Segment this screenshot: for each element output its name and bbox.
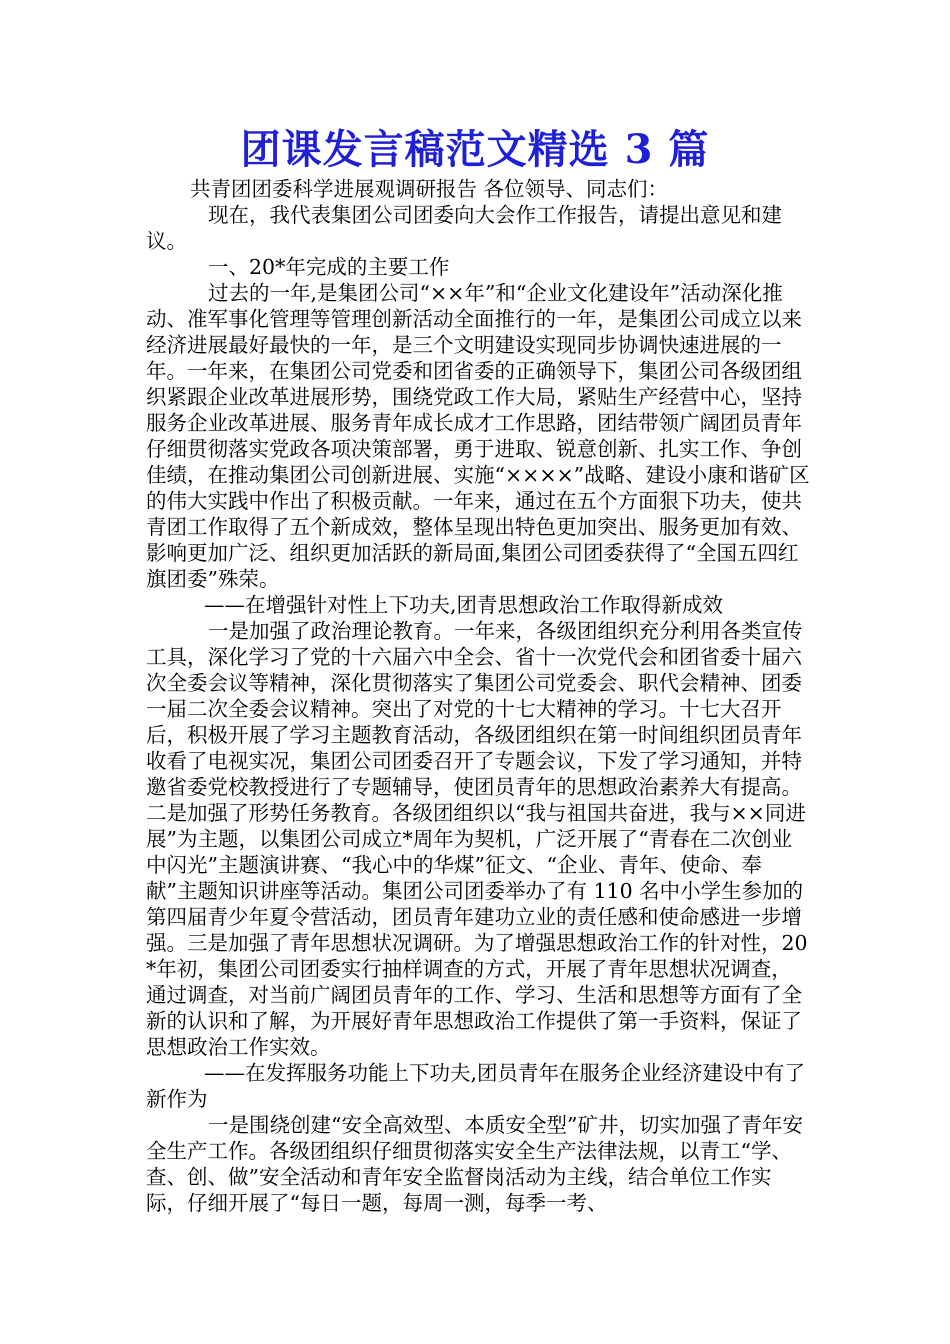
- paragraph-safety-production: 一是围绕创建“安全高效型、本质安全型”矿井，切实加强了青年安全生产工作。各级团组织仔细贯彻落实安全生产法律法规，以青工“学、查、创、做”安全活动和青年安全监督岗活动为主线，结合单位工作实际，仔细开展了“每日一题，每周一测，每季一考、: [146, 1113, 803, 1215]
- section-heading: 一、20*年完成的主要工作: [208, 255, 450, 279]
- paragraph-political-education: 一是加强了政治理论教育。一年来，各级团组织充分利用各类宣传工具，深化学习了党的十六届六中全会、省十一次党代会和团省委十届六次全委会议等精神，深化贯彻落实了集团公司党委会、职代会精神、团委一届二次全委会议精神。突出了对党的十七大精神的学习。十七大召开后，积极开展了学习主题教育活动，各级团组织在第一时间组织团员青年收看了电视实况，集团公司团委召开了专题会议，下发了学习通知，并特邀省委党校教授进行了专题辅导，使团员青年的思想政治素养大有提高。二是加强了形势任务教育。各级团组织以“我与祖国共奋进，我与××同进展”为主题，以集团公司成立*周年为契机，广泛开展了“青春在二次创业中闪光”主题演讲赛、“我心中的华煤”征文、“企业、青年、使命、奉献”主题知识讲座等活动。集团公司团委举办了有 110 名中小学生参加的第四届青少年夏令营活动，团员青年建功立业的责任感和使命感进一步增强。三是加强了青年思想状况调研。为了增强思想政治工作的针对性，20*年初，集团公司团委实行抽样调查的方式，开展了青年思想状况调查，通过调查，对当前广阔团员青年的工作、学习、生活和思想等方面有了全新的认识和了解，为开展好青年思想政治工作提供了第一手资料，保证了思想政治工作实效。: [146, 619, 808, 1059]
- document-body: [146, 176, 810, 1216]
- paragraph-summary: 过去的一年,是集团公司“××年”和“企业文化建设年”活动深化推动、准军事化管理等管理创新活动全面推行的一年，是集团公司成立以来经济进展最好最快的一年，是三个文明建设实现同步协调快速进展的一年。一年来，在集团公司党委和团省委的正确领导下，集团公司各级团组织紧跟企业改革进展形势，围绕党政工作大局，紧贴生产经营中心，坚持服务企业改革进展、服务青年成长成才工作思路，团结带领广阔团员青年仔细贯彻落实党政各项决策部署，勇于进取、锐意创新、扎实工作、争创佳绩，在推动集团公司创新进展、实施“××××”战略、建设小康和谐矿区的伟大实践中作出了积极贡献。一年来，通过在五个方面狠下功夫，使共青团工作取得了五个新成效，整体呈现出特色更加突出、服务更加有效、影响更加广泛、组织更加活跃的新局面,集团公司团委获得了“全国五四红旗团委”殊荣。: [146, 281, 810, 591]
- paragraph-opening: 现在，我代表集团公司团委向大会作工作报告，请提出意见和建议。: [146, 203, 782, 253]
- paragraph-greeting: 共青团团委科学进展观调研报告 各位领导、同志们：: [190, 177, 669, 201]
- document-title: 团课发言稿范文精选 3 篇: [240, 126, 710, 173]
- subsection-heading: ——在增强针对性上下功夫,团青思想政治工作取得新成效: [204, 593, 724, 617]
- subsection-heading: ——在发挥服务功能上下功夫,团员青年在服务企业经济建设中有了新作为: [146, 1061, 806, 1111]
